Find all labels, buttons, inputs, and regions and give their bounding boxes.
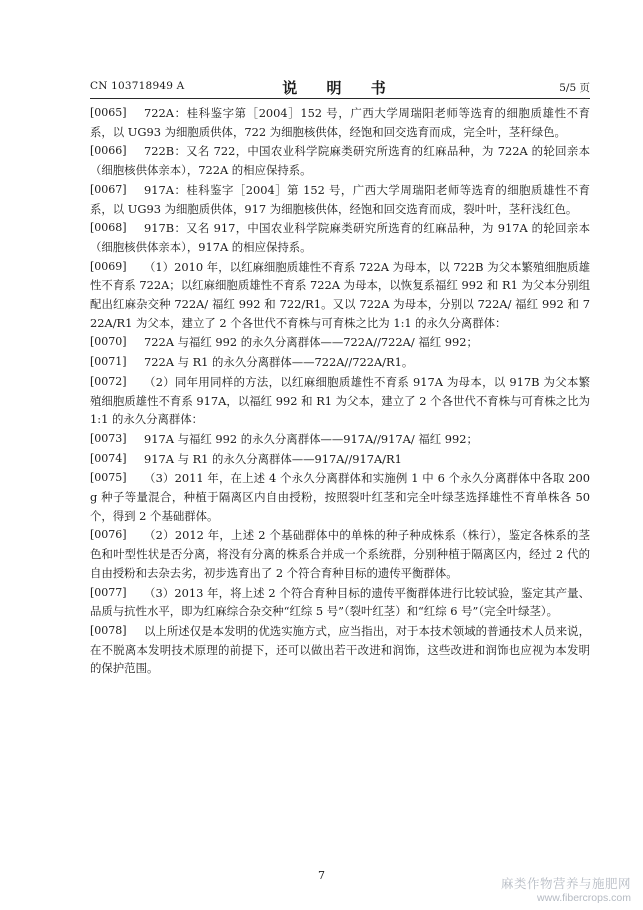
paragraph-text: （1）2010 年，以红麻细胞质雄性不育系 722A 为母本，以 722B 为父本繁殖细胞质雄性不育系 722A；以红麻细胞质雄性不育系 722A 为母本，以恢复系福红 992 和 R1 为父本分别组配出红麻杂交种 722A/ 福红 992 和 722/R1。又以 722A 为母本，分别以 722A/ 福红 992 和 722A/R1 为父本，建立了 2 个各世代不育株与可育株之比为 1:1 的永久分离群体： [90,259,590,330]
paragraph-number: [0076] [90,528,127,542]
paragraph-number: [0073] [90,431,127,445]
paragraph-text: （2）2012 年，上述 2 个基础群体中的单株的种子种成株系（株行），鉴定各株系的茎色和叶型性状是否分离，将没有分离的株系合并成一个系统群，分别种植于隔离区内，经过 2 代的自由授粉和去杂去劣，初步选育出了 2 个符合育种目标的遗传平衡群体。 [90,528,590,580]
paragraph-number: [0070] [90,335,127,349]
paragraph-text: 917A 与 R1 的永久分离群体——917A//917A/R1 [144,451,402,466]
paragraph [90,181,590,218]
paragraph-number: [0078] [90,623,127,637]
paragraph [90,622,590,678]
watermark-title: 麻类作物营养与施肥网 [501,877,632,891]
paragraph-number: [0072] [90,374,127,388]
site-watermark [501,874,631,904]
paragraph [90,469,590,525]
paragraph-number: [0065] [90,106,127,119]
paragraph [90,219,590,256]
paragraph [90,353,590,372]
paragraph-number: [0066] [90,144,127,158]
paragraph-number: [0071] [90,355,127,369]
paragraph-text: 917A 与福红 992 的永久分离群体——917A//917A/ 福红 992； [144,431,478,446]
paragraph-number: [0074] [90,451,127,465]
paragraph-text: 722B：又名 722，中国农业科学院麻类研究所选育的红麻品种，为 722A 的轮回亲本（细胞核供体亲本），722A 的相应保持系。 [90,144,590,178]
paragraph [90,373,590,429]
paragraph-text: （2）同年用同样的方法，以红麻细胞质雄性不育系 917A 为母本，以 917B 为父本繁殖细胞质雄性不育系 917A，以福红 992 和 R1 为父本，建立了 2 个各世代不育株与可育株之比为 1:1 的永久分离群体： [90,374,590,427]
page-header [90,77,590,97]
header-rule [90,98,590,99]
paragraph [90,333,590,352]
paragraph-text: 917A：桂科鉴字［2004］第 152 号，广西大学周瑞阳老师等选育的细胞质雄性不育系，以 UG93 为细胞质供体，917 为细胞核供体，经饱和回交选育而成，裂叶叶，茎秆浅红色。 [90,182,590,216]
description-body [90,104,590,679]
paragraph-text: （3）2013 年，将上述 2 个符合育种目标的遗传平衡群体进行比较试验，鉴定其产量、品质与抗性水平，即为红麻综合杂交种“红综 5 号”（裂叶红茎）和“红综 6 号”（完全叶绿茎）。 [90,585,590,619]
paragraph-number: [0077] [90,585,127,599]
paragraph-text: 722A 与 R1 的永久分离群体——722A//722A/R1。 [144,355,414,370]
paragraph [90,584,590,621]
page-label: 5/5 页 [559,82,590,94]
paragraph-number: [0069] [90,259,127,273]
paragraph-number: [0067] [90,182,127,196]
paragraph-text: 722A 与福红 992 的永久分离群体——722A//722A/ 福红 992； [144,335,478,350]
patent-number: CN 103718949 A [90,80,185,92]
paragraph-text: 722A：桂科鉴字第［2004］152 号，广西大学周瑞阳老师等选育的细胞质雄性不育系，以 UG93 为细胞质供体，722 为细胞核供体，经饱和回交选育而成，完全叶，茎秆绿色。 [90,106,590,139]
paragraph [90,430,590,449]
paragraph-text: 以上所述仅是本发明的优选实施方式，应当指出，对于本技术领域的普通技术人员来说，在不脱离本发明技术原理的前提下，还可以做出若干改进和润饰，这些改进和润饰也应视为本发明的保护范围。 [90,623,590,676]
paragraph [90,450,590,469]
paragraph [90,526,590,582]
paragraph-number: [0068] [90,221,127,235]
paragraph [90,258,590,333]
paragraph-number: [0075] [90,471,127,485]
page-number: 7 [318,869,325,882]
paragraph-text: 917B：又名 917，中国农业科学院麻类研究所选育的红麻品种，为 917A 的轮回亲本（细胞核供体亲本），917A 的相应保持系。 [90,221,590,254]
paragraph [90,104,590,141]
watermark-url: www.fibercrops.com [537,892,631,904]
paragraph-text: （3）2011 年，在上述 4 个永久分离群体和实施例 1 中 6 个永久分离群体中各取 200g 种子等量混合，种植于隔离区内自由授粉，按照裂叶红茎和完全叶绿茎选择雄性不育单株各 50 个，得到 2 个基础群体。 [90,471,590,523]
paragraph [90,142,590,179]
document-title: 说 明 书 [282,79,398,97]
